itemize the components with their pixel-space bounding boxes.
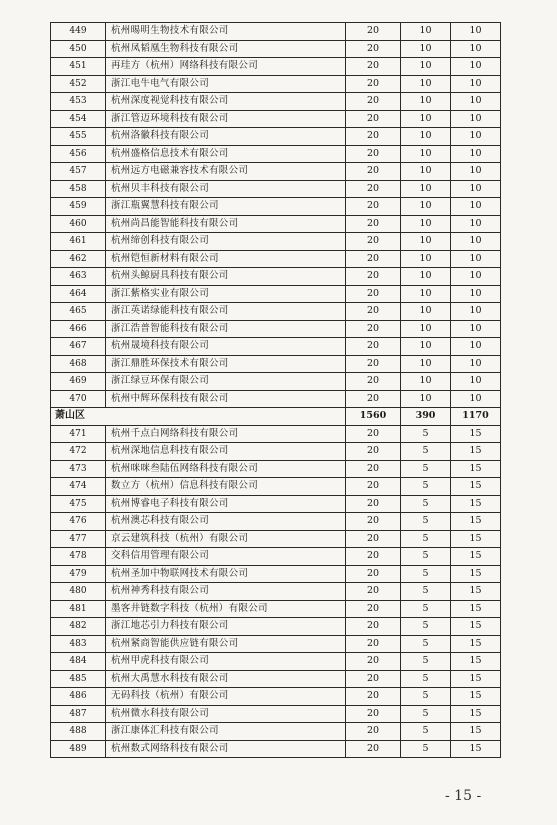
company-name: 杭州千点白网络科技有限公司 [106, 425, 346, 443]
value-c: 15 [451, 653, 501, 671]
table-row [51, 285, 501, 303]
company-name: 杭州数式网络科技有限公司 [106, 740, 346, 758]
value-a: 20 [346, 583, 401, 601]
table-row [51, 548, 501, 566]
company-name: 杭州远方电磁兼容技术有限公司 [106, 163, 346, 181]
row-number: 459 [51, 198, 106, 216]
company-name: 杭州博睿电子科技有限公司 [106, 495, 346, 513]
row-number: 468 [51, 355, 106, 373]
value-a: 20 [346, 443, 401, 461]
value-b: 5 [401, 425, 451, 443]
value-a: 20 [346, 478, 401, 496]
row-number: 449 [51, 23, 106, 41]
value-a: 20 [346, 40, 401, 58]
row-number: 488 [51, 723, 106, 741]
value-c: 10 [451, 355, 501, 373]
value-b: 10 [401, 303, 451, 321]
value-a: 20 [346, 355, 401, 373]
value-b: 10 [401, 215, 451, 233]
value-c: 10 [451, 180, 501, 198]
table-row [51, 653, 501, 671]
value-a: 20 [346, 635, 401, 653]
row-number: 469 [51, 373, 106, 391]
value-a: 20 [346, 618, 401, 636]
company-name: 杭州紧商智能供应链有限公司 [106, 635, 346, 653]
value-c: 15 [451, 513, 501, 531]
row-number: 464 [51, 285, 106, 303]
value-a: 20 [346, 93, 401, 111]
value-b: 10 [401, 128, 451, 146]
value-c: 10 [451, 163, 501, 181]
value-b: 5 [401, 460, 451, 478]
company-name: 数立方（杭州）信息科技有限公司 [106, 478, 346, 496]
table-row [51, 530, 501, 548]
value-a: 20 [346, 23, 401, 41]
company-name: 杭州微水科技有限公司 [106, 705, 346, 723]
value-c: 15 [451, 425, 501, 443]
value-a: 20 [346, 303, 401, 321]
company-name: 杭州深地信息科技有限公司 [106, 443, 346, 461]
value-b: 5 [401, 688, 451, 706]
value-b: 10 [401, 75, 451, 93]
value-a: 20 [346, 653, 401, 671]
value-a: 20 [346, 565, 401, 583]
company-name: 京云建筑科技（杭州）有限公司 [106, 530, 346, 548]
row-number: 470 [51, 390, 106, 408]
value-b: 5 [401, 565, 451, 583]
row-number: 466 [51, 320, 106, 338]
company-name: 杭州头鲸厨具科技有限公司 [106, 268, 346, 286]
value-a: 20 [346, 163, 401, 181]
row-number: 462 [51, 250, 106, 268]
value-b: 5 [401, 548, 451, 566]
company-name: 浙江瓶翼慧科技有限公司 [106, 198, 346, 216]
company-name: 杭州晹明生物技术有限公司 [106, 23, 346, 41]
value-c: 10 [451, 93, 501, 111]
row-number: 456 [51, 145, 106, 163]
value-c: 10 [451, 215, 501, 233]
value-b: 10 [401, 233, 451, 251]
value-b: 10 [401, 250, 451, 268]
value-c: 15 [451, 565, 501, 583]
company-name: 浙江紫格实业有限公司 [106, 285, 346, 303]
row-number: 478 [51, 548, 106, 566]
company-name: 杭州晟境科技有限公司 [106, 338, 346, 356]
district-subtotal-row [51, 408, 501, 426]
table-row [51, 93, 501, 111]
table-row [51, 163, 501, 181]
company-name: 浙江浩普智能科技有限公司 [106, 320, 346, 338]
value-c: 10 [451, 40, 501, 58]
value-a: 20 [346, 390, 401, 408]
value-a: 20 [346, 198, 401, 216]
company-name: 杭州圣加中物联网技术有限公司 [106, 565, 346, 583]
company-name: 杭州大禹慧水科技有限公司 [106, 670, 346, 688]
value-c: 10 [451, 373, 501, 391]
company-name: 杭州盛格信息技术有限公司 [106, 145, 346, 163]
value-a: 20 [346, 145, 401, 163]
row-number: 451 [51, 58, 106, 76]
table-row [51, 705, 501, 723]
table-row [51, 635, 501, 653]
company-name: 杭州深度视觉科技有限公司 [106, 93, 346, 111]
value-c: 10 [451, 58, 501, 76]
row-number: 455 [51, 128, 106, 146]
row-number: 484 [51, 653, 106, 671]
value-c: 15 [451, 723, 501, 741]
table-row [51, 443, 501, 461]
row-number: 475 [51, 495, 106, 513]
value-b: 5 [401, 478, 451, 496]
table-row [51, 513, 501, 531]
company-name: 浙江绿豆环保有限公司 [106, 373, 346, 391]
value-b: 10 [401, 285, 451, 303]
value-c: 10 [451, 390, 501, 408]
value-c: 15 [451, 635, 501, 653]
table-row [51, 75, 501, 93]
value-a: 20 [346, 180, 401, 198]
row-number: 465 [51, 303, 106, 321]
row-number: 457 [51, 163, 106, 181]
company-name: 杭州澳芯科技有限公司 [106, 513, 346, 531]
value-c: 15 [451, 583, 501, 601]
row-number: 461 [51, 233, 106, 251]
value-a: 20 [346, 110, 401, 128]
company-name: 墨客井链数字科技（杭州）有限公司 [106, 600, 346, 618]
value-c: 15 [451, 460, 501, 478]
value-c: 15 [451, 670, 501, 688]
value-c: 10 [451, 303, 501, 321]
row-number: 482 [51, 618, 106, 636]
value-a: 20 [346, 320, 401, 338]
value-b: 10 [401, 268, 451, 286]
row-number: 471 [51, 425, 106, 443]
table-row [51, 565, 501, 583]
district-total-b: 390 [401, 408, 451, 426]
value-b: 5 [401, 513, 451, 531]
company-name: 浙江英诺绿能科技有限公司 [106, 303, 346, 321]
value-c: 15 [451, 530, 501, 548]
value-c: 10 [451, 110, 501, 128]
value-a: 20 [346, 670, 401, 688]
table-row [51, 58, 501, 76]
row-number: 479 [51, 565, 106, 583]
value-b: 5 [401, 670, 451, 688]
value-b: 5 [401, 653, 451, 671]
value-b: 10 [401, 145, 451, 163]
table-row [51, 478, 501, 496]
value-b: 5 [401, 530, 451, 548]
table-row [51, 198, 501, 216]
table-row [51, 303, 501, 321]
row-number: 485 [51, 670, 106, 688]
table-row [51, 688, 501, 706]
value-b: 5 [401, 583, 451, 601]
table-row [51, 390, 501, 408]
table-row [51, 425, 501, 443]
table-row [51, 600, 501, 618]
value-a: 20 [346, 268, 401, 286]
value-a: 20 [346, 600, 401, 618]
value-c: 10 [451, 233, 501, 251]
table-row [51, 670, 501, 688]
row-number: 453 [51, 93, 106, 111]
value-c: 15 [451, 478, 501, 496]
value-a: 20 [346, 425, 401, 443]
page-number: - 15 - [445, 788, 482, 804]
table-row [51, 460, 501, 478]
company-name: 杭州咪咪叁陆伍网络科技有限公司 [106, 460, 346, 478]
value-b: 10 [401, 390, 451, 408]
value-a: 20 [346, 513, 401, 531]
company-name: 杭州尚昌能智能科技有限公司 [106, 215, 346, 233]
row-number: 480 [51, 583, 106, 601]
value-c: 10 [451, 198, 501, 216]
table-row [51, 215, 501, 233]
table-row [51, 40, 501, 58]
value-b: 5 [401, 495, 451, 513]
company-name: 杭州甲虎科技有限公司 [106, 653, 346, 671]
row-number: 486 [51, 688, 106, 706]
row-number: 472 [51, 443, 106, 461]
table-row [51, 338, 501, 356]
district-total-a: 1560 [346, 408, 401, 426]
value-b: 10 [401, 198, 451, 216]
value-b: 5 [401, 600, 451, 618]
value-c: 10 [451, 338, 501, 356]
value-b: 10 [401, 180, 451, 198]
row-number: 463 [51, 268, 106, 286]
value-a: 20 [346, 58, 401, 76]
value-c: 10 [451, 128, 501, 146]
company-name: 浙江电牛电气有限公司 [106, 75, 346, 93]
value-c: 15 [451, 688, 501, 706]
table-page [50, 22, 500, 758]
company-name: 杭州中辉环保科技有限公司 [106, 390, 346, 408]
district-section [51, 408, 501, 426]
table-row [51, 110, 501, 128]
value-b: 5 [401, 618, 451, 636]
value-c: 15 [451, 548, 501, 566]
value-a: 20 [346, 530, 401, 548]
row-number: 481 [51, 600, 106, 618]
value-c: 15 [451, 600, 501, 618]
value-b: 10 [401, 338, 451, 356]
company-name: 再珪方（杭州）网络科技有限公司 [106, 58, 346, 76]
table-row [51, 740, 501, 758]
row-number: 474 [51, 478, 106, 496]
company-name: 浙江康体汇科技有限公司 [106, 723, 346, 741]
value-c: 15 [451, 705, 501, 723]
value-c: 15 [451, 618, 501, 636]
company-name: 浙江管迈环境科技有限公司 [106, 110, 346, 128]
table-row [51, 268, 501, 286]
row-number: 489 [51, 740, 106, 758]
company-name: 无码科技（杭州）有限公司 [106, 688, 346, 706]
row-number: 467 [51, 338, 106, 356]
value-b: 10 [401, 23, 451, 41]
row-number: 460 [51, 215, 106, 233]
value-b: 10 [401, 93, 451, 111]
row-number: 473 [51, 460, 106, 478]
value-a: 20 [346, 373, 401, 391]
value-a: 20 [346, 128, 401, 146]
value-a: 20 [346, 705, 401, 723]
table-row [51, 583, 501, 601]
value-b: 10 [401, 320, 451, 338]
company-name: 浙江地芯引力科技有限公司 [106, 618, 346, 636]
row-number: 450 [51, 40, 106, 58]
value-c: 15 [451, 495, 501, 513]
value-a: 20 [346, 215, 401, 233]
table-row [51, 23, 501, 41]
row-number: 452 [51, 75, 106, 93]
table-row [51, 618, 501, 636]
value-b: 10 [401, 355, 451, 373]
table-row [51, 373, 501, 391]
district-total-c: 1170 [451, 408, 501, 426]
value-a: 20 [346, 723, 401, 741]
value-b: 10 [401, 40, 451, 58]
value-b: 10 [401, 163, 451, 181]
value-a: 20 [346, 233, 401, 251]
value-b: 10 [401, 58, 451, 76]
company-name: 交科信用管理有限公司 [106, 548, 346, 566]
value-c: 10 [451, 23, 501, 41]
value-c: 15 [451, 443, 501, 461]
value-c: 10 [451, 75, 501, 93]
table-row [51, 250, 501, 268]
value-a: 20 [346, 460, 401, 478]
value-a: 20 [346, 285, 401, 303]
value-b: 5 [401, 443, 451, 461]
value-a: 20 [346, 338, 401, 356]
value-c: 10 [451, 320, 501, 338]
value-a: 20 [346, 688, 401, 706]
table-row [51, 145, 501, 163]
table-row [51, 723, 501, 741]
company-name: 浙江鼎胜环保技术有限公司 [106, 355, 346, 373]
row-number: 483 [51, 635, 106, 653]
company-name: 杭州凤韬凰生物科技有限公司 [106, 40, 346, 58]
table-body-top [51, 23, 501, 408]
value-c: 10 [451, 250, 501, 268]
value-a: 20 [346, 250, 401, 268]
company-name: 杭州铠恒新材料有限公司 [106, 250, 346, 268]
row-number: 454 [51, 110, 106, 128]
row-number: 476 [51, 513, 106, 531]
value-c: 10 [451, 268, 501, 286]
value-a: 20 [346, 75, 401, 93]
table-row [51, 320, 501, 338]
company-name: 杭州缔创科技有限公司 [106, 233, 346, 251]
value-a: 20 [346, 548, 401, 566]
value-c: 10 [451, 145, 501, 163]
table-body-bottom [51, 425, 501, 758]
value-a: 20 [346, 740, 401, 758]
table-row [51, 495, 501, 513]
company-name: 杭州贝丰科技有限公司 [106, 180, 346, 198]
value-b: 5 [401, 740, 451, 758]
company-name: 杭州神秀科技有限公司 [106, 583, 346, 601]
table-row [51, 180, 501, 198]
value-b: 5 [401, 635, 451, 653]
value-b: 5 [401, 723, 451, 741]
row-number: 458 [51, 180, 106, 198]
district-name: 萧山区 [51, 408, 346, 426]
value-c: 15 [451, 740, 501, 758]
value-b: 10 [401, 110, 451, 128]
value-a: 20 [346, 495, 401, 513]
table-row [51, 233, 501, 251]
row-number: 487 [51, 705, 106, 723]
value-c: 10 [451, 285, 501, 303]
company-name: 杭州洛徽科技有限公司 [106, 128, 346, 146]
table-row [51, 355, 501, 373]
table-row [51, 128, 501, 146]
company-list-table [50, 22, 501, 758]
value-b: 10 [401, 373, 451, 391]
value-b: 5 [401, 705, 451, 723]
row-number: 477 [51, 530, 106, 548]
